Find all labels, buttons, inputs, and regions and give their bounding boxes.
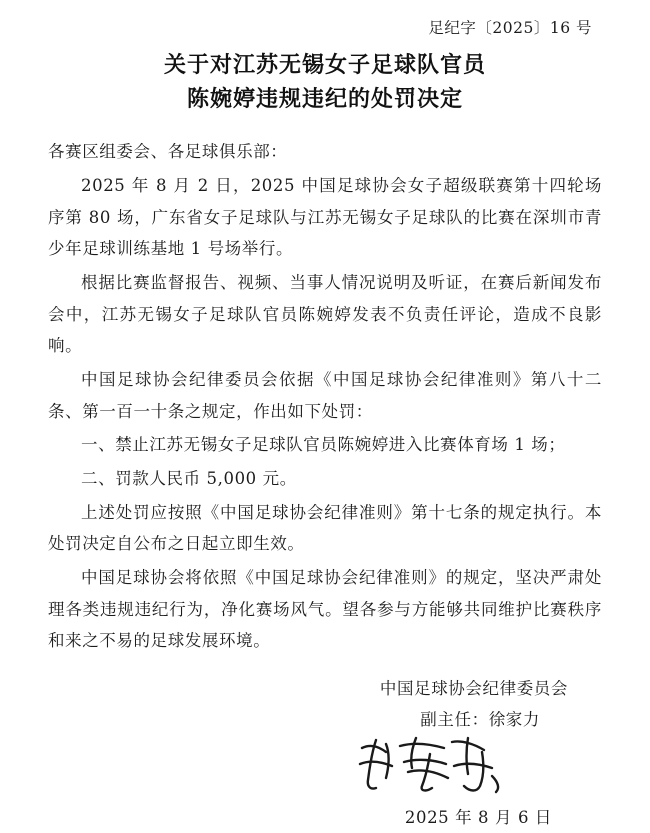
paragraph-2: 根据比赛监督报告、视频、当事人情况说明及听证，在赛后新闻发布会中，江苏无锡女子足球队官员陈婉婷发表不负责任评论，造成不良影响。 xyxy=(48,272,602,356)
salutation: 各赛区组委会、各足球俱乐部： xyxy=(48,142,288,162)
title-line-1: 关于对江苏无锡女子足球队官员 xyxy=(163,52,486,78)
handwritten-signature-row xyxy=(48,736,602,800)
penalty-item-1: 一、禁止江苏无锡女子足球队官员陈婉婷进入比赛体育场 1 场； xyxy=(81,435,566,455)
paragraph-3: 中国足球协会纪律委员会依据《中国足球协会纪律准则》第八十二条、第一百一十条之规定，作出如下处罚： xyxy=(48,369,602,421)
paragraph-4: 上述处罚应按照《中国足球协会纪律准则》第十七条的规定执行。本处罚决定自公布之日起立即生效。 xyxy=(48,502,602,554)
page-title xyxy=(48,48,602,116)
paragraph-1: 2025 年 8 月 2 日，2025 中国足球协会女子超级联赛第十四轮场序第 80 场，广东省女子足球队与江苏无锡女子足球队的比赛在深圳市青少年足球训练基地 1 号场举行。 xyxy=(48,175,602,259)
signing-organization: 中国足球协会纪律委员会 xyxy=(379,678,568,698)
handwritten-signature-icon xyxy=(356,732,506,796)
paragraph-5: 中国足球协会将依照《中国足球协会纪律准则》的规定，坚决严肃处理各类违规违纪行为，净化赛场风气。望各参与方能够共同维护比赛秩序和来之不易的足球发展环境。 xyxy=(48,567,602,651)
signature-date: 2025 年 8 月 6 日 xyxy=(404,807,552,827)
document-number: 足纪字〔2025〕16 号 xyxy=(428,19,592,37)
signature-block xyxy=(48,673,602,833)
title-line-2: 陈婉婷违规违纪的处罚决定 xyxy=(186,86,463,113)
penalty-item-2: 二、罚款人民币 5,000 元。 xyxy=(81,468,297,488)
document-body xyxy=(48,136,602,657)
deputy-director-name: 副主任：徐家力 xyxy=(420,710,540,730)
